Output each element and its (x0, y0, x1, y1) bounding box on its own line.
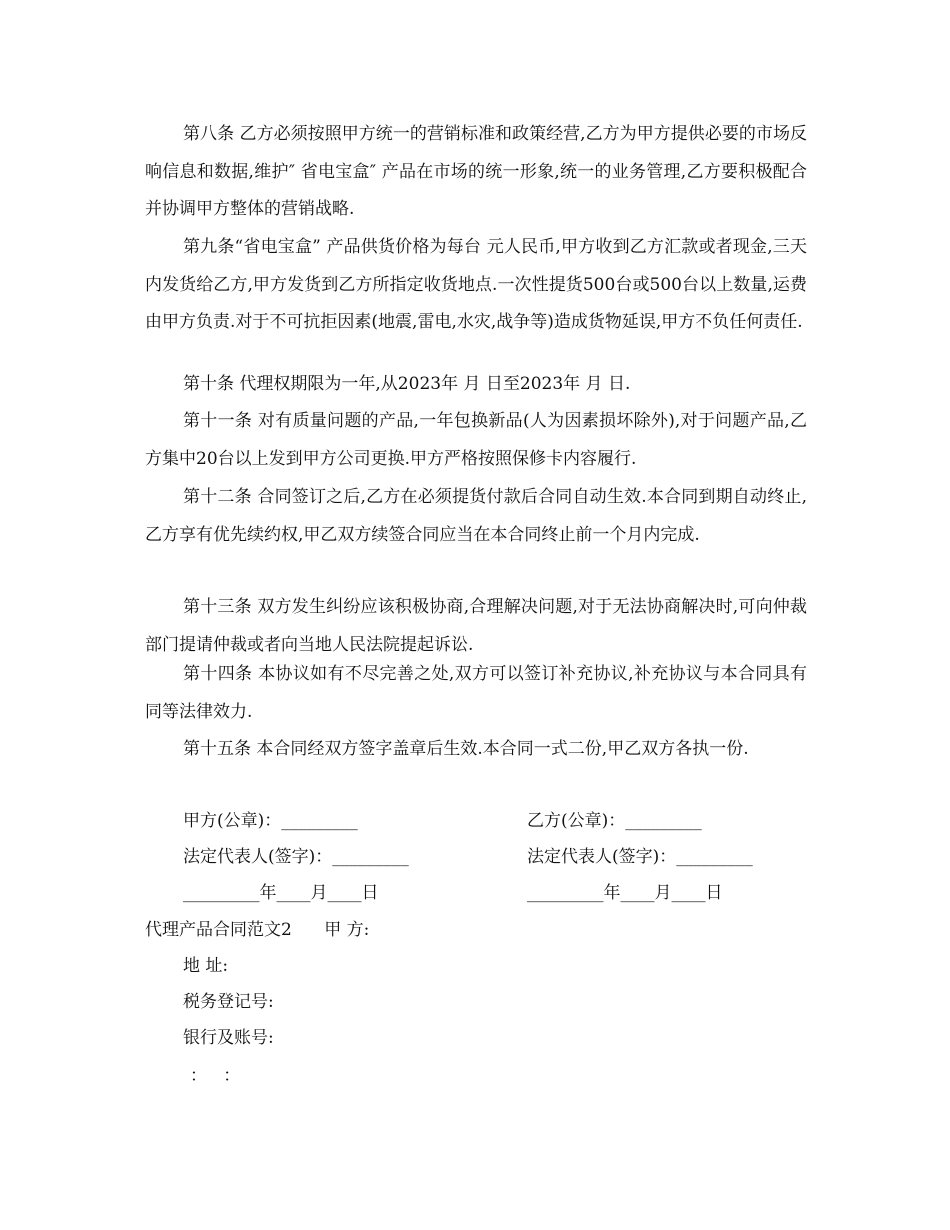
article-9: 第九条“省电宝盒” 产品供货价格为每台 元人民币,甲方收到乙方汇款或者现金,三天内发货给乙方,甲方发货到乙方所指定收货地点.一次性提货500台或500台以上数量,运费由甲方负责.对于不可抗拒因素(地震,雷电,水灾,战争等)造成货物延误,甲方不负任何责任. (145, 237, 807, 332)
tax-registration-label: 税务登记号: (183, 992, 274, 1012)
trailing-colons: ： ： (190, 1066, 241, 1086)
party-a-seal-line: 甲方(公章)：_________ (183, 811, 358, 831)
article-11: 第十一条 对有质量问题的产品,一年包换新品(人为因素损坏除外),对于问题产品,乙方集中20台以上发到甲方公司更换.甲方严格按照保修卡内容履行. (145, 411, 807, 469)
party-b-representative-line: 法定代表人(签字)：_________ (527, 847, 753, 867)
party-b-date-line: _________年____月____日 (527, 883, 723, 903)
article-10: 第十条 代理权期限为一年,从2023年 月 日至2023年 月 日. (183, 374, 631, 394)
second-contract-heading: 代理产品合同范文2 甲 方: (145, 920, 370, 940)
party-b-seal-line: 乙方(公章)：_________ (527, 811, 702, 831)
article-8: 第八条 乙方必须按照甲方统一的营销标准和政策经营,乙方为甲方提供必要的市场反响信息和数据,维护″ 省电宝盒″ 产品在市场的统一形象,统一的业务管理,乙方要积极配合并协调甲方整体的营销战略. (145, 124, 807, 219)
article-14: 第十四条 本协议如有不尽完善之处,双方可以签订补充协议,补充协议与本合同具有同等法律效力. (145, 664, 807, 722)
party-a-date-line: _________年____月____日 (183, 883, 379, 903)
address-label: 地 址: (183, 956, 229, 976)
article-12: 第十二条 合同签订之后,乙方在必须提货付款后合同自动生效.本合同到期自动终止,乙方享有优先续约权,甲乙双方续签合同应当在本合同终止前一个月内完成. (145, 487, 807, 545)
article-15: 第十五条 本合同经双方签字盖章后生效.本合同一式二份,甲乙双方各执一份. (183, 739, 749, 759)
bank-account-label: 银行及账号: (183, 1028, 274, 1048)
article-13: 第十三条 双方发生纠纷应该积极协商,合理解决问题,对于无法协商解决时,可向仲裁部门提请仲裁或者向当地人民法院提起诉讼. (145, 597, 807, 655)
party-a-representative-line: 法定代表人(签字)：_________ (183, 847, 409, 867)
